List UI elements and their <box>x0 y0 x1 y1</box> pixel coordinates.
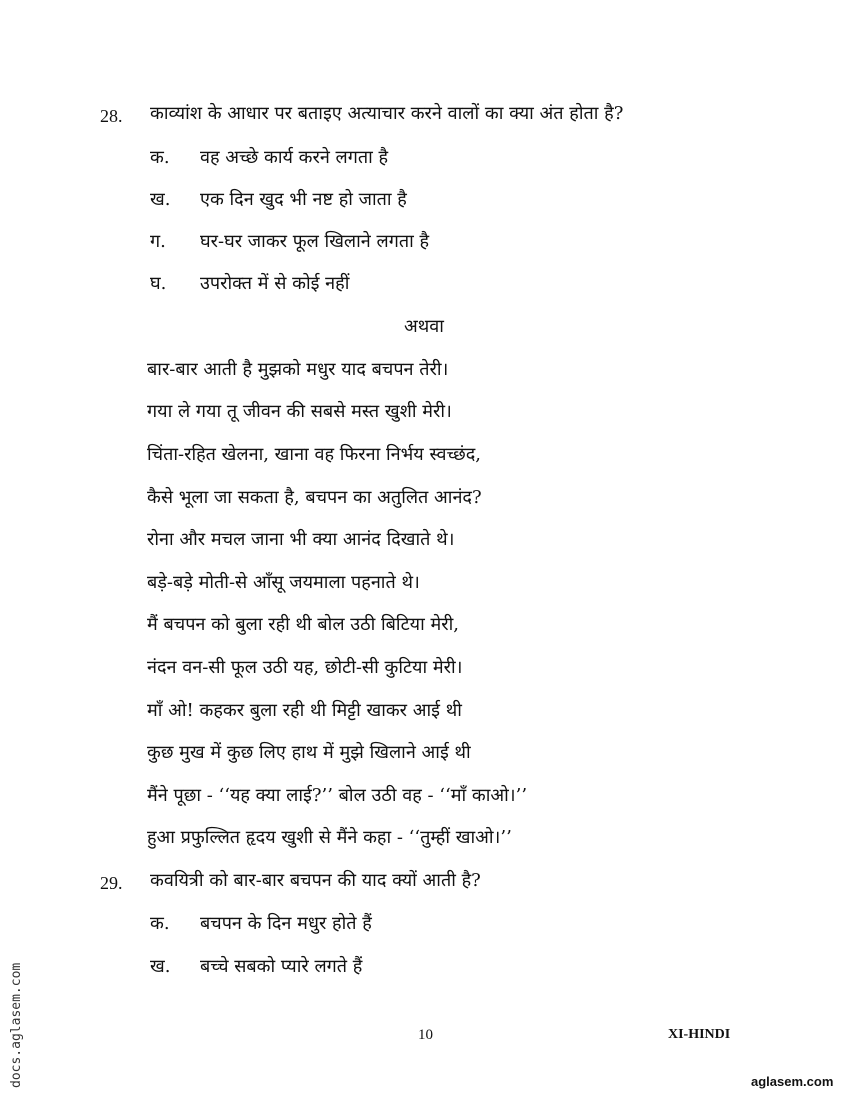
corner-watermark: aglasem.com <box>751 1074 834 1089</box>
question-number: 28. <box>100 106 123 126</box>
option-text: घर-घर जाकर फूल खिलाने लगता है <box>200 231 430 252</box>
question-number: 29. <box>100 873 123 893</box>
poem-line: चिंता-रहित खेलना, खाना वह फिरना निर्भय स्वच्छंद, <box>147 444 482 465</box>
poem-line: नंदन वन-सी फूल उठी यह, छोटी-सी कुटिया मेरी। <box>147 657 463 678</box>
option-text: वह अच्छे कार्य करने लगता है <box>200 147 389 168</box>
option-letter: ग. <box>150 231 166 252</box>
poem-line: गया ले गया तू जीवन की सबसे मस्त खुशी मेरी। <box>147 401 452 422</box>
option-text: बचपन के दिन मधुर होते हैं <box>200 913 372 934</box>
option-text: उपरोक्त में से कोई नहीं <box>200 273 350 294</box>
question-text: कवयित्री को बार-बार बचपन की याद क्यों आती है? <box>150 870 481 891</box>
option-letter: क. <box>150 913 170 934</box>
option-letter: ख. <box>150 189 171 210</box>
option-letter: क. <box>150 147 170 168</box>
paper-code: XI-HINDI <box>668 1027 731 1042</box>
poem-line: मैं बचपन को बुला रही थी बोल उठी बिटिया मेरी, <box>147 614 459 635</box>
poem-line: माँ ओ! कहकर बुला रही थी मिट्टी खाकर आई थी <box>147 700 462 721</box>
poem-line: कुछ मुख में कुछ लिए हाथ में मुझे खिलाने आई थी <box>147 742 471 763</box>
poem-line: मैंने पूछा - ‘‘यह क्या लाई?’’ बोल उठी वह - ‘‘माँ काओ।’’ <box>147 785 528 806</box>
poem-line: रोना और मचल जाना भी क्या आनंद दिखाते थे। <box>147 529 455 550</box>
side-watermark: docs.aglasem.com <box>9 962 24 1088</box>
poem-line: बार-बार आती है मुझको मधुर याद बचपन तेरी। <box>147 359 449 380</box>
option-text: बच्चे सबको प्यारे लगते हैं <box>200 956 363 977</box>
option-text: एक दिन खुद भी नष्ट हो जाता है <box>200 189 407 210</box>
question-text: काव्यांश के आधार पर बताइए अत्याचार करने वालों का क्या अंत होता है? <box>150 103 624 124</box>
option-letter: घ. <box>150 273 167 294</box>
page-number: 10 <box>418 1027 433 1043</box>
poem-line: हुआ प्रफुल्लित हृदय खुशी से मैंने कहा - ‘‘तुम्हीं खाओ।’’ <box>147 827 512 848</box>
athva-heading: अथवा <box>404 316 444 337</box>
option-letter: ख. <box>150 956 171 977</box>
poem-line: कैसे भूला जा सकता है, बचपन का अतुलित आनंद? <box>147 487 482 508</box>
poem-line: बड़े-बड़े मोती-से आँसू जयमाला पहनाते थे। <box>147 572 420 593</box>
